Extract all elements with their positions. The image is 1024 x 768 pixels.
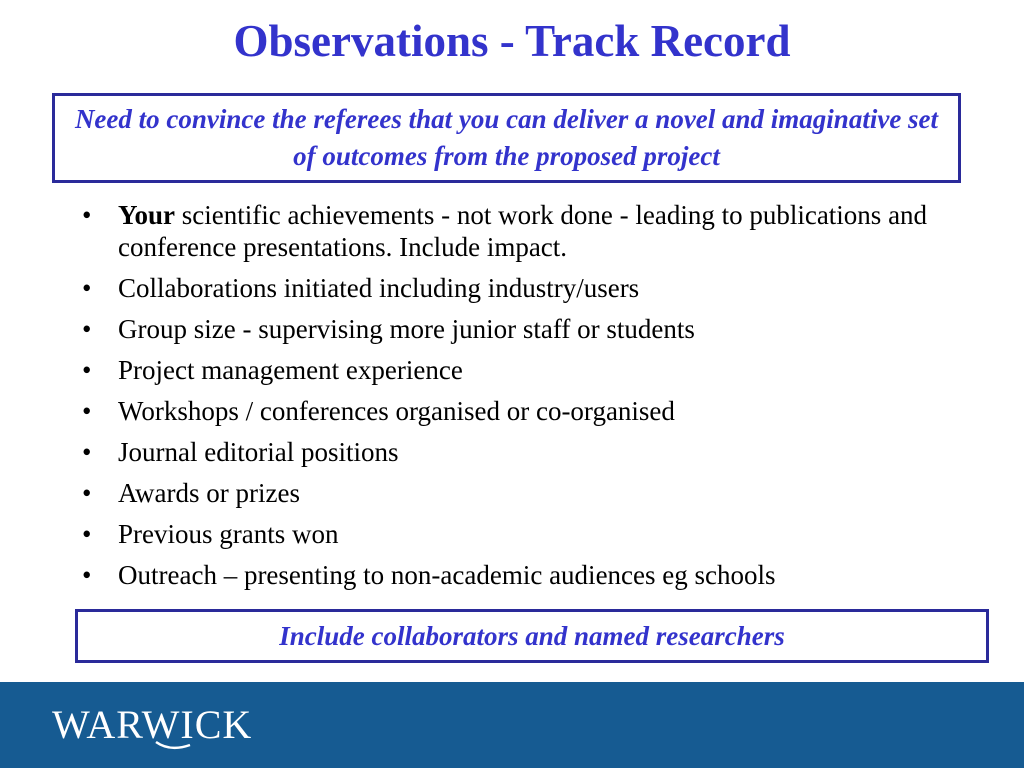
slide-title: Observations - Track Record (233, 16, 791, 66)
bullet-icon: • (82, 314, 92, 344)
bullet-item (82, 199, 982, 263)
bullet-item (82, 436, 982, 468)
callout-top-text: Need to convince the referees that you can deliver a novel and imaginative set of outcomes from the proposed project (74, 104, 939, 171)
bullet-icon: • (82, 519, 92, 549)
bullet-icon: • (82, 273, 92, 303)
bullet-icon: • (82, 437, 92, 467)
callout-box-bottom (75, 609, 989, 663)
bullet-text: Collaborations initiated including industry/users (118, 273, 640, 303)
bullet-item (82, 272, 982, 304)
bullet-icon: • (82, 560, 92, 590)
bullet-text: Journal editorial positions (118, 437, 399, 467)
bullet-icon: • (82, 396, 92, 426)
bullet-emphasis: Your (118, 200, 176, 230)
warwick-logo (52, 702, 292, 750)
bullet-text: Outreach – presenting to non-academic audiences eg schools (118, 560, 776, 590)
logo-wordmark-text: WARWICK (52, 702, 253, 747)
bullet-item (82, 559, 982, 591)
footer-bar (0, 682, 1024, 768)
bullet-text: scientific achievements - not work done - leading to publications and conference presentations. Include impact. (118, 200, 928, 262)
bullet-item (82, 354, 982, 386)
bullet-item (82, 395, 982, 427)
bullet-icon: • (82, 478, 92, 508)
bullet-item (82, 477, 982, 509)
bullet-icon: • (82, 200, 92, 230)
bullet-text: Group size - supervising more junior staff or students (118, 314, 695, 344)
bullet-list (82, 199, 982, 600)
bullet-item (82, 518, 982, 550)
bullet-text: Workshops / conferences organised or co-organised (118, 396, 675, 426)
callout-box-top (52, 93, 961, 183)
bullet-item (82, 313, 982, 345)
warwick-logo-wordmark (52, 702, 292, 754)
bullet-text: Project management experience (118, 355, 463, 385)
callout-bottom-text: Include collaborators and named researchers (279, 620, 785, 651)
bullet-icon: • (82, 355, 92, 385)
bullet-text: Previous grants won (118, 519, 339, 549)
bullet-text: Awards or prizes (118, 478, 300, 508)
